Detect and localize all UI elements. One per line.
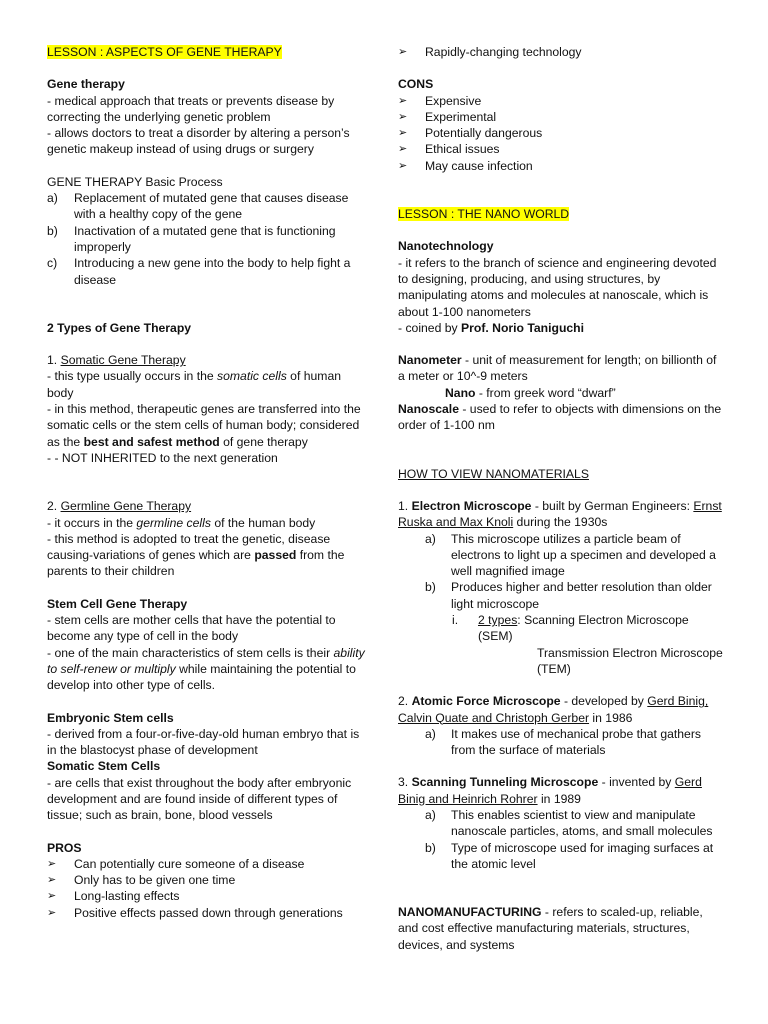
electron-microscope-types: i. 2 types: Scanning Electron Microscope (SEM) — [452, 613, 689, 644]
stem-cell-line-1: - stem cells are mother cells that have the potential to become any type of cell in the body — [47, 613, 336, 644]
view-nanomaterials-heading: HOW TO VIEW NANOMATERIALS — [398, 466, 589, 481]
afm-item: a) It makes use of mechanical probe that gathers from the surface of materials — [425, 726, 701, 758]
afm-title: 2. Atomic Force Microscope - developed by Gerd Binig, Calvin Quate and Christoph Gerber in 1986 — [398, 694, 709, 725]
somatic-stem-line-1: - are cells that exist throughout the body after embryonic development and are found inside of different types of tissue; such as brain, bone, blood vessels — [47, 775, 352, 823]
nanotechnology-heading: Nanotechnology — [398, 239, 494, 254]
cons-item: ➢ Expensive — [398, 93, 482, 108]
pros-item: ➢ Can potentially cure someone of a disease — [47, 856, 305, 871]
stem-cell-heading: Stem Cell Gene Therapy — [47, 596, 188, 611]
pros-item: ➢ Long-lasting effects — [47, 889, 180, 904]
somatic-line-2: - in this method, therapeutic genes are transferred into the somatic cells or the stem cells of human body; considered as the best and safest method of gene therapy — [47, 402, 361, 449]
somatic-line-3: - - NOT INHERITED to the next generation — [47, 450, 278, 465]
nanometer-definition: Nanometer - unit of measurement for length; on billionth of a meter or 10^-9 meters — [398, 353, 717, 384]
gene-therapy-heading: Gene therapy — [47, 77, 125, 92]
germline-title: 2. Germline Gene Therapy — [47, 499, 192, 514]
process-item: a) Replacement of mutated gene that causes disease with a healthy copy of the gene — [47, 191, 349, 222]
stm-item: a) This enables scientist to view and manipulate nanoscale particles, atoms, and small molecules — [425, 807, 713, 839]
process-item: b) Inactivation of a mutated gene that is functioning improperly — [47, 223, 336, 254]
somatic-line-1: - this type usually occurs in the somatic cells of human body — [47, 369, 341, 400]
embryonic-line-1: - derived from a four-or-five-day-old human embryo that is in the blastocyst phase of development — [47, 726, 360, 758]
process-item: c) Introducing a new gene into the body to help fight a disease — [47, 256, 351, 287]
pros-item: ➢ Positive effects passed down through generations — [47, 905, 343, 920]
right-column — [398, 44, 724, 953]
stm-title: 3. Scanning Tunneling Microscope - invented by Gerd Binig and Heinrich Rohrer in 1989 — [398, 775, 702, 806]
types-heading: 2 Types of Gene Therapy — [47, 320, 192, 335]
gene-therapy-definition-1: - medical approach that treats or prevents disease by correcting the underlying genetic problem — [47, 93, 335, 124]
embryonic-heading: Embryonic Stem cells — [47, 710, 174, 725]
germline-line-1: - it occurs in the germline cells of the human body — [47, 515, 316, 530]
lesson-title-gene-therapy: LESSON : ASPECTS OF GENE THERAPY — [47, 45, 282, 59]
nanotechnology-definition: - it refers to the branch of science and engineering devoted to designing, producing, and using structures, by manipulating atoms and molecules at nanoscale, which is about 1-100 nanometers — [398, 255, 717, 319]
cons-item: ➢ May cause infection — [398, 158, 533, 173]
electron-microscope-type-tem: Transmission Electron Microscope (TEM) — [537, 645, 723, 676]
somatic-title: 1. Somatic Gene Therapy — [47, 353, 186, 368]
cons-item: ➢ Experimental — [398, 109, 497, 124]
cons-item: ➢ Potentially dangerous — [398, 126, 543, 141]
somatic-stem-heading: Somatic Stem Cells — [47, 759, 161, 774]
nanotechnology-coined: - coined by Prof. Norio Taniguchi — [398, 320, 585, 335]
stem-cell-line-2: - one of the main characteristics of stem cells is their ability to self-renew or multiply while maintaining the potential to develop into other type of cells. — [47, 645, 365, 693]
stm-item: b) Type of microscope used for imaging surfaces at the atomic level — [425, 840, 714, 871]
basic-process-heading: GENE THERAPY Basic Process — [47, 174, 223, 189]
electron-microscope-title: 1. Electron Microscope - built by German Engineers: Ernst Ruska and Max Knoli during the 1930s — [398, 498, 722, 530]
electron-microscope-item: b) Produces higher and better resolution than older light microscope — [425, 580, 712, 611]
nano-definition: Nano - from greek word “dwarf” — [445, 385, 616, 400]
pros-heading: PROS — [47, 840, 82, 855]
electron-microscope-item: a) This microscope utilizes a particle beam of electrons to light up a specimen and developed a well magnified image — [425, 531, 716, 579]
nanomanufacturing-definition: NANOMANUFACTURING - refers to scaled-up, reliable, and cost effective manufacturing materials, structures, devices, and systems — [398, 905, 703, 952]
gene-therapy-definition-2: - allows doctors to treat a disorder by altering a person’s genetic makeup instead of using drugs or surgery — [47, 126, 350, 157]
cons-item: ➢ Ethical issues — [398, 142, 500, 157]
lesson-title-nano-world: LESSON : THE NANO WORLD — [398, 207, 570, 222]
pros-item: ➢ Only has to be given one time — [47, 873, 236, 888]
cons-heading: CONS — [398, 77, 434, 92]
germline-line-2: - this method is adopted to treat the genetic, disease causing-variations of genes which are passed from the parents to their children — [47, 531, 345, 579]
pros-item: ➢ Rapidly-changing technology — [398, 45, 582, 59]
nanoscale-definition: Nanoscale - used to refer to objects with dimensions on the order of 1-100 nm — [398, 402, 722, 433]
left-column — [47, 44, 369, 921]
